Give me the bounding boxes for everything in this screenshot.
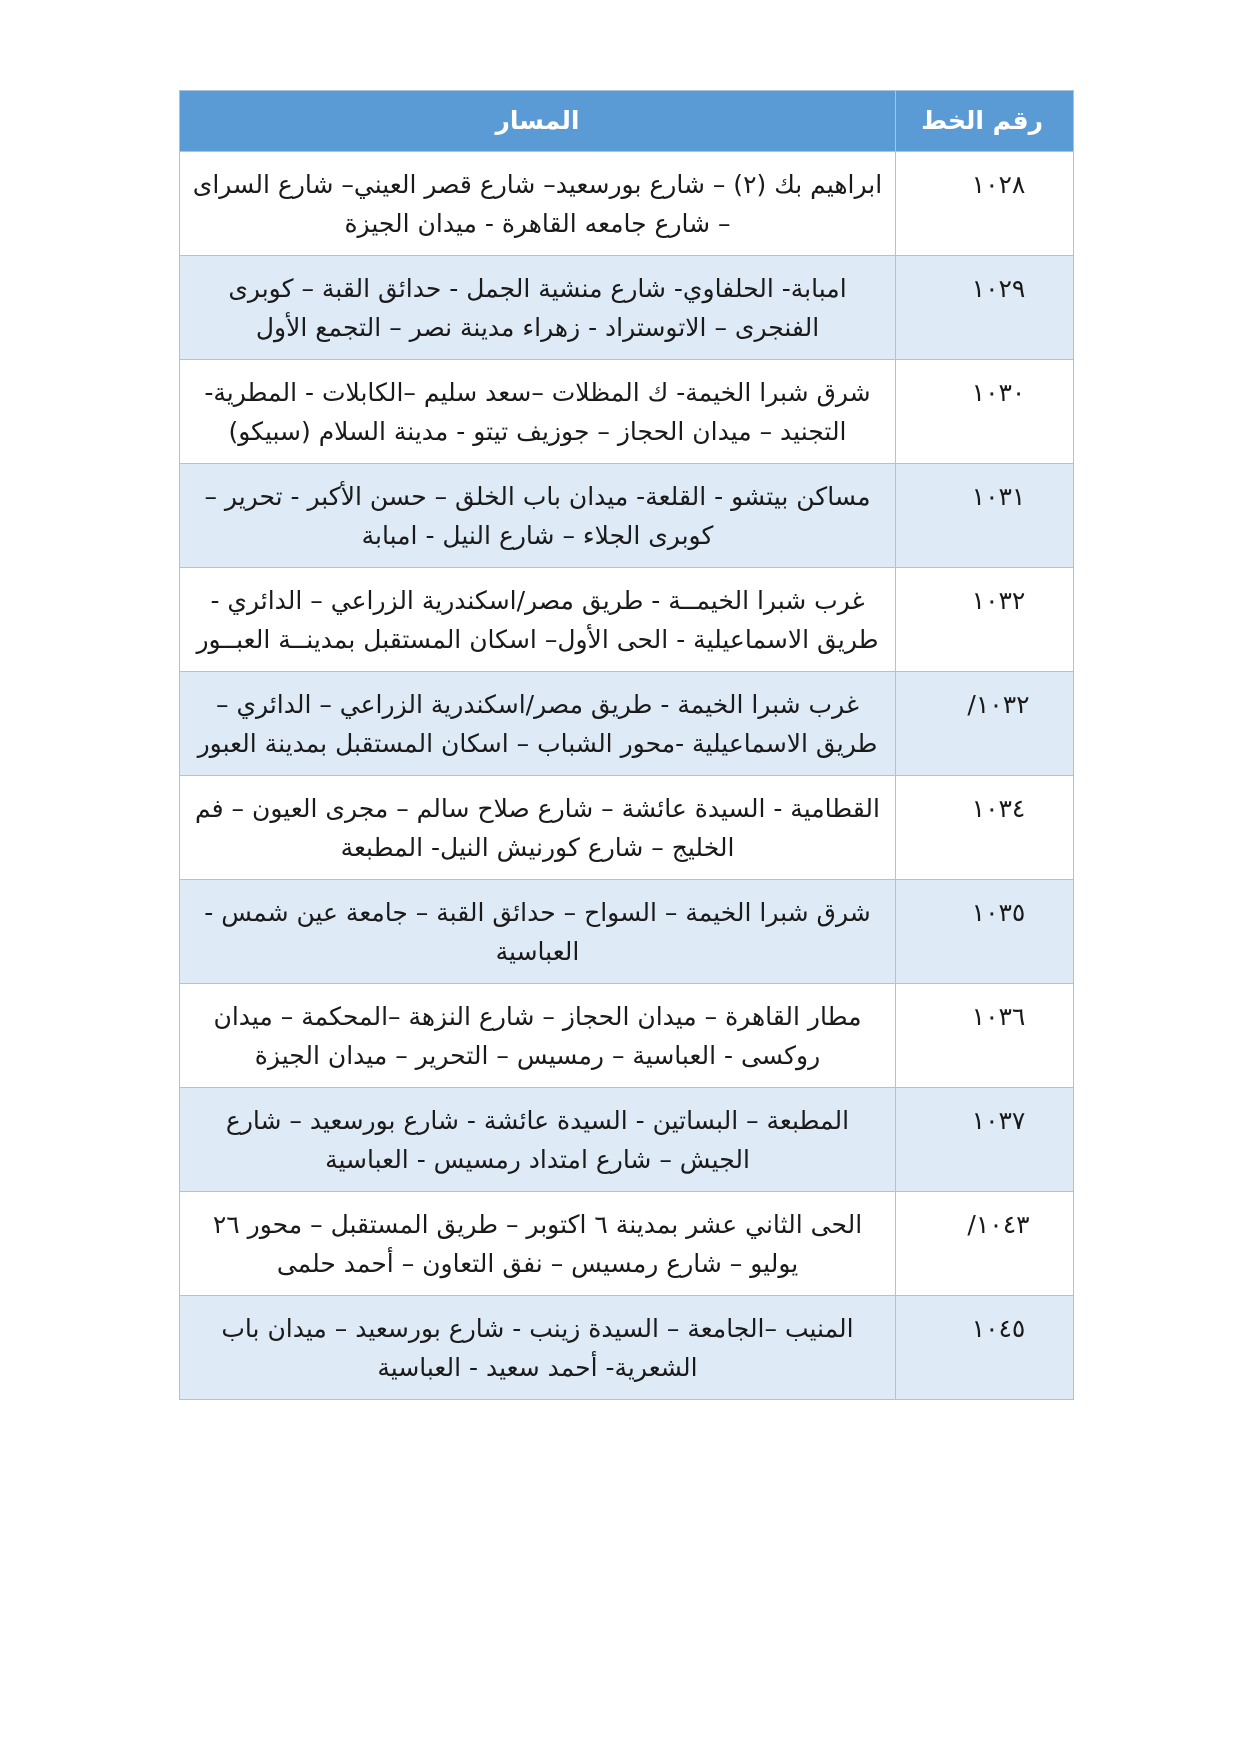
route-cell: المنيب –الجامعة – السيدة زينب - شارع بورسعيد – ميدان باب الشعرية- أحمد سعيد - العباسية [180,1296,896,1400]
table-row [180,776,1074,880]
table-body [180,152,1074,1400]
line-number-cell: ١٠٣٥ [896,880,1074,984]
route-cell: الحى الثاني عشر بمدينة ٦ اكتوبر – طريق المستقبل – محور ٢٦ يوليو – شارع رمسيس – نفق التعاون – أحمد حلمى [180,1192,896,1296]
header-line-number: رقم الخط [896,91,1074,152]
line-number-cell: ١٠٢٨ [896,152,1074,256]
route-cell: غرب شبرا الخيمة - طريق مصر/اسكندرية الزراعي – الدائري – طريق الاسماعيلية -محور الشباب – اسكان المستقبل بمدينة العبور [180,672,896,776]
line-number-cell: ١٠٢٩ [896,256,1074,360]
line-number-cell: ١٠٣٢/ [896,672,1074,776]
table-row [180,1192,1074,1296]
header-row [180,91,1074,152]
route-cell: مطار القاهرة – ميدان الحجاز – شارع النزهة –المحكمة – ميدان روكسى - العباسية – رمسيس – التحرير – ميدان الجيزة [180,984,896,1088]
line-number-cell: ١٠٣٧ [896,1088,1074,1192]
route-cell: غرب شبرا الخيمــة - طريق مصر/اسكندرية الزراعي – الدائري - طريق الاسماعيلية - الحى الأول– اسكان المستقبل بمدينــة العبــور [180,568,896,672]
line-number-cell: ١٠٣٢ [896,568,1074,672]
table-header [180,91,1074,152]
routes-table [179,90,1074,1400]
table-row [180,152,1074,256]
table-row [180,256,1074,360]
table-row [180,880,1074,984]
table-row [180,1088,1074,1192]
route-cell: القطامية - السيدة عائشة – شارع صلاح سالم – مجرى العيون – فم الخليج – شارع كورنيش النيل- المطبعة [180,776,896,880]
line-number-cell: ١٠٤٥ [896,1296,1074,1400]
route-cell: المطبعة – البساتين - السيدة عائشة - شارع بورسعيد – شارع الجيش – شارع امتداد رمسيس - العباسية [180,1088,896,1192]
table-row [180,464,1074,568]
table-row [180,1296,1074,1400]
line-number-cell: ١٠٣٠ [896,360,1074,464]
line-number-cell: ١٠٣١ [896,464,1074,568]
line-number-cell: ١٠٣٤ [896,776,1074,880]
line-number-cell: ١٠٤٣/ [896,1192,1074,1296]
header-route: المسار [180,91,896,152]
table-row [180,984,1074,1088]
route-cell: شرق شبرا الخيمة – السواح – حدائق القبة – جامعة عين شمس - العباسية [180,880,896,984]
table-row [180,672,1074,776]
route-cell: شرق شبرا الخيمة- ك المظلات –سعد سليم –الكابلات - المطرية- التجنيد – ميدان الحجاز – جوزيف تيتو - مدينة السلام (سبيكو) [180,360,896,464]
line-number-cell: ١٠٣٦ [896,984,1074,1088]
table-row [180,360,1074,464]
route-cell: مساكن بيتشو - القلعة- ميدان باب الخلق – حسن الأكبر - تحرير – كوبرى الجلاء – شارع النيل - امبابة [180,464,896,568]
route-cell: ابراهيم بك (٢) – شارع بورسعيد– شارع قصر العيني– شارع السراى – شارع جامعه القاهرة - ميدان الجيزة [180,152,896,256]
table-row [180,568,1074,672]
route-cell: امبابة- الحلفاوي- شارع منشية الجمل - حدائق القبة – كوبرى الفنجرى – الاتوستراد - زهراء مدينة نصر – التجمع الأول [180,256,896,360]
